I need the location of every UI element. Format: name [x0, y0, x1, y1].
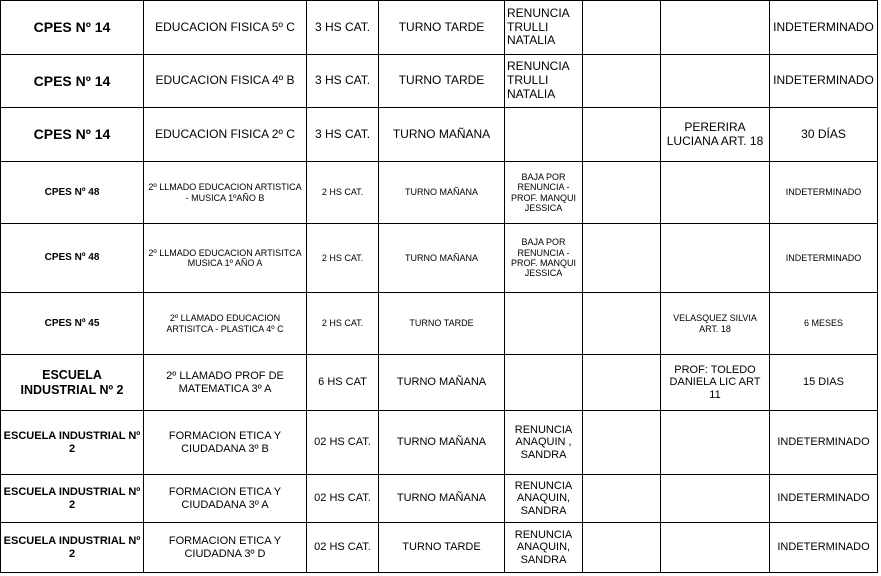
table-row	[1, 108, 878, 162]
table-row	[1, 523, 878, 573]
subject-cell: 2º LLAMADO EDUCACION ARTISITCA - PLASTICA 4º C	[144, 293, 307, 355]
duration-cell: INDETERMINADO	[770, 475, 878, 523]
table-row	[1, 355, 878, 411]
subject-cell: FORMACION ETICA Y CIUDADANA 3º A	[144, 475, 307, 523]
blank-cell	[583, 55, 661, 108]
subject-cell: EDUCACION FISICA 2º C	[144, 108, 307, 162]
table-row	[1, 224, 878, 293]
school-cell: CPES Nº 48	[1, 224, 144, 293]
school-cell: CPES Nº 14	[1, 1, 144, 55]
blank-cell	[583, 355, 661, 411]
duration-cell: INDETERMINADO	[770, 162, 878, 224]
duration-cell: INDETERMINADO	[770, 523, 878, 573]
table-row	[1, 411, 878, 475]
table-row	[1, 293, 878, 355]
replacement-cell: VELASQUEZ SILVIA ART. 18	[661, 293, 770, 355]
hours-cell: 02 HS CAT.	[307, 523, 379, 573]
shift-cell: TURNO MAÑANA	[379, 108, 505, 162]
duration-cell: INDETERMINADO	[770, 411, 878, 475]
hours-cell: 3 HS CAT.	[307, 108, 379, 162]
school-cell: CPES Nº 48	[1, 162, 144, 224]
observation-cell: RENUNCIA ANAQUIN , SANDRA	[505, 411, 583, 475]
school-cell: ESCUELA INDUSTRIAL Nº 2	[1, 411, 144, 475]
hours-cell: 6 HS CAT	[307, 355, 379, 411]
shift-cell: TURNO MAÑANA	[379, 162, 505, 224]
blank-cell	[583, 162, 661, 224]
observation-cell: RENUNCIA TRULLI NATALIA	[505, 1, 583, 55]
observation-cell: BAJA POR RENUNCIA - PROF. MANQUI JESSICA	[505, 224, 583, 293]
hours-cell: 3 HS CAT.	[307, 55, 379, 108]
school-cell: CPES Nº 45	[1, 293, 144, 355]
subject-cell: EDUCACION FISICA 4º B	[144, 55, 307, 108]
school-cell: CPES Nº 14	[1, 55, 144, 108]
duration-cell: INDETERMINADO	[770, 224, 878, 293]
replacement-cell: PROF: TOLEDO DANIELA LIC ART 11	[661, 355, 770, 411]
table-row	[1, 55, 878, 108]
replacement-cell	[661, 224, 770, 293]
hours-cell: 2 HS CAT.	[307, 162, 379, 224]
school-cell: ESCUELA INDUSTRIAL Nº 2	[1, 475, 144, 523]
school-cell: CPES Nº 14	[1, 108, 144, 162]
subject-cell: EDUCACION FISICA 5º C	[144, 1, 307, 55]
duration-cell: 6 MESES	[770, 293, 878, 355]
hours-cell: 2 HS CAT.	[307, 224, 379, 293]
hours-cell: 02 HS CAT.	[307, 411, 379, 475]
observation-cell	[505, 355, 583, 411]
table-row	[1, 162, 878, 224]
subject-cell: 2º LLMADO EDUCACION ARTISITCA MUSICA 1º AÑO A	[144, 224, 307, 293]
blank-cell	[583, 411, 661, 475]
blank-cell	[583, 224, 661, 293]
shift-cell: TURNO MAÑANA	[379, 355, 505, 411]
hours-cell: 2 HS CAT.	[307, 293, 379, 355]
duration-cell: INDETERMINADO	[770, 1, 878, 55]
hours-cell: 3 HS CAT.	[307, 1, 379, 55]
replacement-cell: PERERIRA LUCIANA ART. 18	[661, 108, 770, 162]
duration-cell: 30 DÍAS	[770, 108, 878, 162]
shift-cell: TURNO TARDE	[379, 293, 505, 355]
replacement-cell	[661, 162, 770, 224]
duration-cell: 15 DIAS	[770, 355, 878, 411]
shift-cell: TURNO TARDE	[379, 523, 505, 573]
replacement-cell	[661, 523, 770, 573]
duration-cell: INDETERMINADO	[770, 55, 878, 108]
replacement-cell	[661, 1, 770, 55]
blank-cell	[583, 108, 661, 162]
subject-cell: FORMACION ETICA Y CIUDADANA 3º B	[144, 411, 307, 475]
blank-cell	[583, 1, 661, 55]
shift-cell: TURNO TARDE	[379, 1, 505, 55]
school-cell: ESCUELA INDUSTRIAL Nº 2	[1, 523, 144, 573]
observation-cell: RENUNCIA ANAQUIN, SANDRA	[505, 523, 583, 573]
table-row	[1, 1, 878, 55]
table-row	[1, 475, 878, 523]
replacement-cell	[661, 55, 770, 108]
subject-cell: 2º LLMADO EDUCACION ARTISTICA - MUSICA 1ºAÑO B	[144, 162, 307, 224]
observation-cell	[505, 108, 583, 162]
shift-cell: TURNO TARDE	[379, 55, 505, 108]
observation-cell: RENUNCIA ANAQUIN, SANDRA	[505, 475, 583, 523]
subject-cell: 2º LLAMADO PROF DE MATEMATICA 3º A	[144, 355, 307, 411]
observation-cell: BAJA POR RENUNCIA - PROF. MANQUI JESSICA	[505, 162, 583, 224]
blank-cell	[583, 293, 661, 355]
blank-cell	[583, 475, 661, 523]
shift-cell: TURNO MAÑANA	[379, 475, 505, 523]
shift-cell: TURNO MAÑANA	[379, 411, 505, 475]
blank-cell	[583, 523, 661, 573]
replacement-cell	[661, 475, 770, 523]
shift-cell: TURNO MAÑANA	[379, 224, 505, 293]
observation-cell	[505, 293, 583, 355]
hours-cell: 02 HS CAT.	[307, 475, 379, 523]
observation-cell: RENUNCIA TRULLI NATALIA	[505, 55, 583, 108]
school-cell: ESCUELA INDUSTRIAL Nº 2	[1, 355, 144, 411]
replacement-cell	[661, 411, 770, 475]
subject-cell: FORMACION ETICA Y CIUDADNA 3º D	[144, 523, 307, 573]
